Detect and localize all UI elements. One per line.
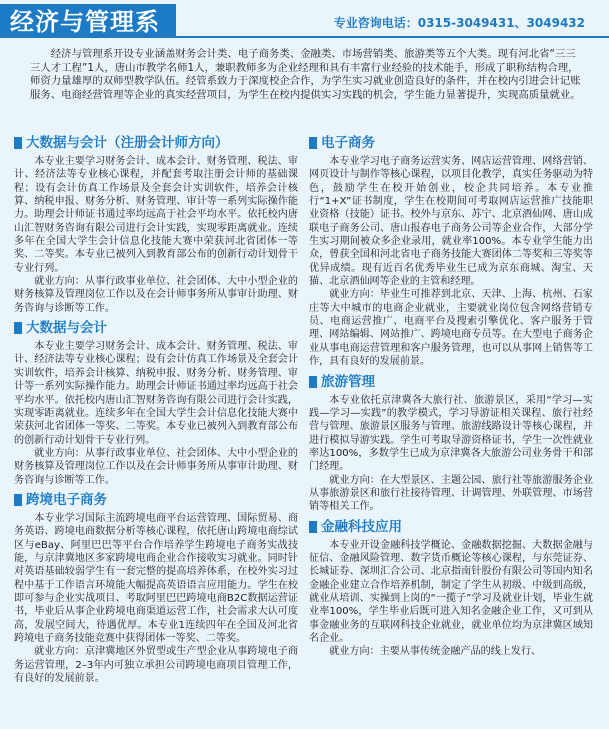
section-title: 金融科技应用: [321, 518, 402, 535]
section-title: 旅游管理: [321, 373, 375, 390]
section-heading: [309, 373, 593, 391]
section-big-data-accounting: [14, 319, 298, 487]
title-banner: [0, 4, 176, 38]
section-paragraph: 本专业学习国际主流跨境电商平台运营管理、国际贸易、商务英语、跨境电商数据分析等核心课程，依托唐山跨境电商综试区与eBay、阿里巴巴等平台合作培养学生跨境电子商务实战技能，与京津冀地区多家跨境电商企业合作接收实习就业。同时针对英语基础较弱学生有一套完整的提高培养体系，在校外实习过程中基于工作语言环境能大幅提高英语语言应用能力。学生在校即可参与企业实战项目、考取阿里巴巴跨境电商B2C数据运营证书，毕业后从事企业跨境电商渠道运营工作，社会需求大认可度高，发展空间大，待遇优厚。本专业1连续四年在全国及河北省跨境电子商务技能竞赛中获得团体一等奖、二等奖。: [14, 512, 298, 644]
square-bullet-icon: [14, 137, 22, 149]
section-title: 跨境电子商务: [26, 491, 107, 508]
section-heading: [14, 319, 298, 337]
square-bullet-icon: [309, 376, 317, 388]
section-tourism-management: [309, 373, 593, 514]
section-title: 大数据与会计: [26, 320, 107, 337]
square-bullet-icon: [14, 322, 22, 334]
section-title: 电子商务: [321, 135, 375, 151]
square-bullet-icon: [309, 137, 317, 149]
employment-paragraph: 就业方向：在大型景区、主题公园、旅行社等旅游服务企业从事旅游景区和旅行社接待管理、计调管理、外联管理、市场营销等相关工作。: [309, 474, 593, 513]
employment-paragraph: 就业方向：从事行政事业单位、社会团体、大中小型企业的财务核算及管理岗位工作以及在会计师事务所从事审计助理、财务咨询与诊断等工作。: [14, 276, 298, 314]
section-paragraph: 本专业主要学习财务会计、成本会计、财务管理、税法、审计、经济法等专业核心课程，并配套考取注册会计师的基础课程；设有会计仿真工作场景及全套会计实训软件，培养会计核算、纳税申报、财务分析、财务管理、审计等一系列实际操作能力。助理会计师证书通过率均远高于社会平均水平。依托校内唐山汇智财务咨询有限公司进行会计实践，实现零距离就业。连续多年在全国大学生会计信息化技能大赛中荣获河北省团体一等奖、二等奖。本专业已被列入到教育部公布的创新行动计划骨干专业行列。: [14, 156, 298, 274]
header-rule: [176, 36, 609, 38]
section-big-data-accounting-cpa: [14, 134, 298, 315]
section-body: [309, 539, 593, 659]
page-title: 经济与管理系: [10, 8, 160, 36]
section-ecommerce: [309, 134, 593, 369]
square-bullet-icon: [309, 521, 317, 533]
left-column: [14, 134, 298, 689]
intro-paragraph: 经济与管理系开设专业涵盖财务会计类、电子商务类、金融类、市场营销类、旅游类等五个大类。现有河北省“三三三人才工程”1人，唐山市教学名师1人，兼职教师多为企业经理和具有丰富行业经验的技术能手，形成了职称结构合理，师资力量雄厚的双师型教学队伍。经管系致力于深度校企合作，为学生实习就业创造良好的条件，并在校内引进会计记账服务、电商经营管理等企业的真实经营项目，为学生在校内提供实习实践的机会，学生能力显著提升，实现高质量就业。: [30, 48, 581, 101]
section-heading: [14, 134, 298, 152]
section-title: 大数据与会计（注册会计师方向）: [26, 135, 229, 151]
employment-paragraph: 就业方向：主要从事传统金融产品的线上发行、: [329, 646, 542, 658]
square-bullet-icon: [14, 494, 22, 506]
employment-paragraph: 就业方向：毕业生可推荐到北京、天津、上海、杭州、石家庄等大中城市的电商企业就业，主要就业岗位包含网络营销专员、电商运营推广、电商平台及搜索引擎优化、客户服务于管理、网站编辑、网站推广、跨境电商专员等。在大型电子商务企业从事电商运营管理和客户服务管理，也可以从事网上销售等工作，具有良好的发展前景。: [309, 289, 593, 368]
page-header: [0, 0, 609, 44]
section-heading: [309, 518, 593, 536]
section-paragraph: 本专业主要学习财务会计、成本会计、财务管理、税法、审计、经济法等专业核心课程；设有会计仿真工作场景及全套会计实训软件，培养会计核算、纳税申报、财务分析、财务管理、审计等一系列实际操作能力。助理会计师证书通过率均远高于社会平均水平。依托校内唐山汇智财务咨询有限公司进行会计实践，实现零距离就业。连续多年在全国大学生会计信息化技能大赛中荣获河北省团体一等奖、二等奖。本专业已被列入到教育部公布的创新行动计划骨干专业行列。: [14, 341, 298, 446]
section-body: [14, 155, 298, 315]
right-column: [309, 134, 593, 663]
employment-paragraph: 就业方向：京津冀地区外贸型或生产型企业从事跨境电子商务运营管理，2–3年内可独立承担公司跨境电商项目管理工作，有良好的发展前景。: [14, 646, 298, 685]
section-paragraph: 本专业依托京津冀各大旅行社、旅游景区，采用“学习—实践—学习—实践”的教学模式，学习导游证相关课程、旅行社经营与管理、旅游景区服务与管理、旅游线路设计等核心课程，并进行模拟导游实践。学生可考取导游资格证书，学生一次性就业率达100%，多数学生已成为京津冀各大旅游公司业务骨干和部门经理。: [309, 394, 593, 473]
section-paragraph: 本专业开设金融科技学概论、金融数据挖掘、大数据金融与征信、金融风险管理、数字货币概论等核心课程，与东莞证券、长城证券、深圳汇合公司、北京指南针股份有限公司等国内知名金融企业建立合作培养机制，制定了学生从初级、中级到高级，就业从培训、实操到上岗的“一揽子”学习及就业计划，毕业生就业率100%，学生毕业后既可进入知名金融企业工作，又可到从事金融业务的互联网科技企业就业，就业单位均为京津冀区域知名企业。: [309, 539, 593, 644]
section-fintech: [309, 518, 593, 659]
section-body: [14, 340, 298, 487]
section-heading: [309, 134, 593, 152]
consult-hotline: 专业咨询电话：0315-3049431、3049432: [333, 16, 585, 30]
section-body: [309, 155, 593, 369]
section-body: [309, 394, 593, 514]
department-intro: [30, 48, 581, 102]
section-body: [14, 512, 298, 685]
section-cross-border-ecommerce: [14, 491, 298, 685]
section-paragraph: 本专业学习电子商务运营实务、网店运营管理、网络营销、网页设计与制作等核心课程，以项目化教学，真实任务驱动为特色，鼓励学生在校开始创业，校企共同培养。本专业推行“1+X”证书制度，学生在校期间可考取网店运营推广技能职业资格（技能）证书。校外与京东、苏宁、北京酒仙网、唐山成联电子商务公司、唐山报春电子商务公司等企业合作，大部分学生实习期间被众多企业录用，就业率100%。本专业学生能力出众，曾获全国和河北省电子商务技能大赛团体二等奖和三等奖等优异成绩。现有近百名优秀毕业生已成为京东商城、淘宝、天猫、北京酒仙网等企业的主管和经理。: [309, 156, 593, 288]
employment-paragraph: 就业方向：从事行政事业单位、社会团体、大中小型企业的财务核算及管理岗位工作以及在会计师事务所从事审计助理、财务咨询与诊断等工作。: [14, 447, 298, 486]
section-heading: [14, 491, 298, 509]
